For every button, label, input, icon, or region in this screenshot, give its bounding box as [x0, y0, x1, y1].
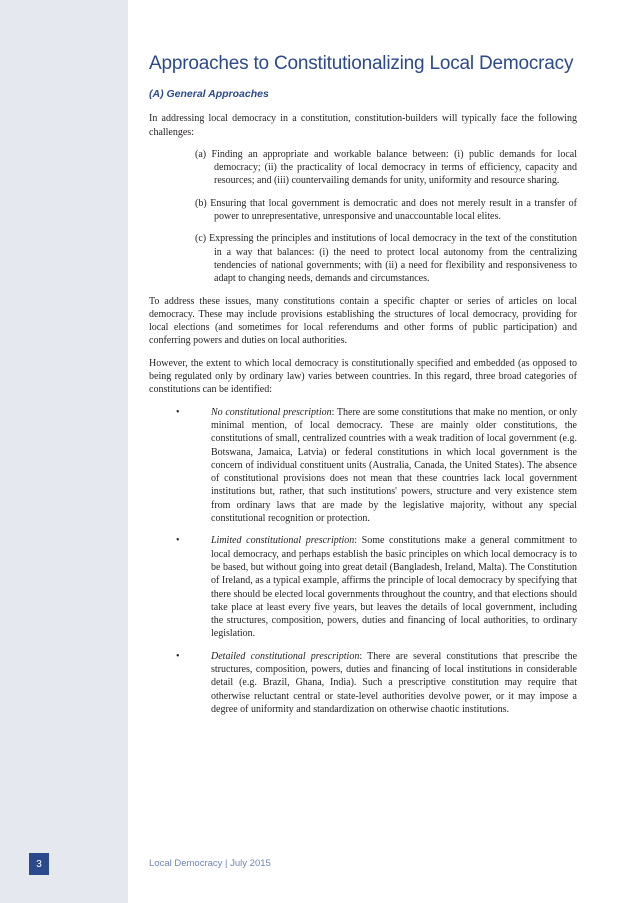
challenges-list: [149, 148, 577, 286]
category-text: : Some constitutions make a general commitment to local democracy, and perhaps establish the basic principles on which local democracy is to be based, but without going into great detail (Bangladesh, Ireland, Malta). The Constitution of Ireland, as a typical example, affirms the principle of local democracy by specifying that there should be elected local governments throughout the country, and that elections should take place at least every five years, but leaves the details of local government, including the structures, composition, powers, duties and financing of local authorities, to ordinary legislation.: [211, 535, 577, 640]
left-margin-band: [0, 0, 128, 903]
bullet-icon: •: [176, 650, 180, 662]
bullet-icon: •: [176, 406, 180, 418]
category-term: Limited constitutional prescription: [211, 535, 355, 547]
category-term: Detailed constitutional prescription: [211, 650, 360, 662]
section-subtitle: (A) General Approaches: [149, 88, 269, 100]
bullet-icon: •: [176, 535, 180, 547]
body-paragraph: However, the extent to which local democracy is constitutionally specified and embedded (as opposed to being regulated only by ordinary law) varies between countries. In this regard, three broad categories of constitutions can be identified:: [149, 357, 577, 396]
category-item: [149, 650, 577, 716]
category-item: [149, 406, 577, 526]
page-content: [149, 52, 577, 725]
intro-paragraph: In addressing local democracy in a constitution, constitution-builders will typically face the following challenges:: [149, 113, 577, 138]
category-item: [149, 534, 577, 640]
footer-text: Local Democracy | July 2015: [149, 858, 271, 869]
category-term: No constitutional prescription: [211, 406, 332, 418]
categories-list: [149, 406, 577, 717]
page-number-badge: 3: [29, 853, 49, 875]
page-title: Approaches to Constitutionalizing Local Democracy: [149, 53, 574, 74]
challenge-item: (a) Finding an appropriate and workable balance between: (i) public demands for local democracy; (ii) the practicality of local democracy in terms of efficiency, capacity and resources; and (iii) countervailing demands for unity, uniformity and resource sharing.: [195, 148, 577, 187]
category-text: : There are some constitutions that make no mention, or only minimal mention, of local democracy. These are mainly older constitutions, the constitutions of small, centralized countries with a weak tradition of local government (e.g. Botswana, Jamaica, Latvia) or federal constitutions in which local government is the concern of individual constituent units (Australia, Canada, the United States). The absence of constitutional provisions does not mean that these countries lack local government institutions but, rather, that such institutions' powers, structure and very existence stem from ordinary laws that are made by the legislative majority, without any special constitutional recognition or protection.: [211, 406, 577, 525]
category-text: : There are several constitutions that prescribe the structures, composition, powers, duties and financing of local institutions in considerable detail (e.g. Brazil, Ghana, India). Such a prescriptive constitution may require that otherwise reluctant central or state-level authorities devolve power, or it may impose a degree of uniformity and standardization on otherwise chaotic institutions.: [211, 650, 578, 715]
challenge-item: (b) Ensuring that local government is democratic and does not merely result in a transfer of power to unrepresentative, unresponsive and unaccountable local elites.: [195, 197, 577, 223]
challenge-item: (c) Expressing the principles and institutions of local democracy in the text of the constitution in a way that balances: (i) the need to protect local autonomy from the centralizing tendencies of national governments; with (ii) a need for flexibility and responsiveness to adapt to changing needs, demands and circumstances.: [195, 233, 577, 285]
body-paragraph: To address these issues, many constitutions contain a specific chapter or series of articles on local democracy. These may include provisions establishing the structures of local democracy, providing for local elections (and sometimes for local referendums and other forms of public participation) and conferring powers and duties on local authorities.: [149, 295, 577, 347]
